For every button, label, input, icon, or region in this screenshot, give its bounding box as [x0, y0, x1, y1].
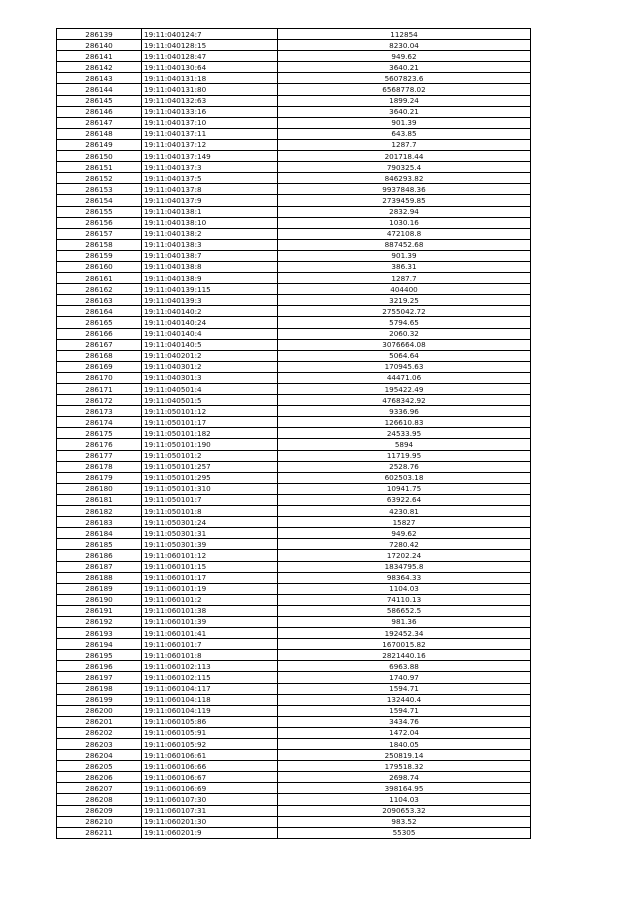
value-cell: 3434.76 — [278, 716, 531, 727]
table-row — [57, 572, 531, 583]
value-cell: 1104.03 — [278, 794, 531, 805]
value-cell: 2832.94 — [278, 206, 531, 217]
id-cell: 286174 — [57, 417, 142, 428]
id-cell: 286185 — [57, 539, 142, 550]
value-cell: 3219.25 — [278, 295, 531, 306]
table-row — [57, 361, 531, 372]
value-cell: 112854 — [278, 29, 531, 40]
table-row — [57, 162, 531, 173]
code-cell: 19:11:060101:15 — [142, 561, 278, 572]
value-cell: 10941.75 — [278, 483, 531, 494]
value-cell: 98364.33 — [278, 572, 531, 583]
code-cell: 19:11:040137:149 — [142, 151, 278, 162]
id-cell: 286160 — [57, 261, 142, 272]
id-cell: 286165 — [57, 317, 142, 328]
table-row — [57, 250, 531, 261]
value-cell: 2821440.16 — [278, 650, 531, 661]
table-body — [57, 29, 531, 839]
value-cell: 887452.68 — [278, 239, 531, 250]
value-cell: 4230.81 — [278, 506, 531, 517]
code-cell: 19:11:040137:3 — [142, 162, 278, 173]
value-cell: 1834795.8 — [278, 561, 531, 572]
code-cell: 19:11:040133:16 — [142, 106, 278, 117]
value-cell: 6963.88 — [278, 661, 531, 672]
value-cell: 1594.71 — [278, 683, 531, 694]
value-cell: 15827 — [278, 517, 531, 528]
table-row — [57, 628, 531, 639]
value-cell: 2060.32 — [278, 328, 531, 339]
value-cell: 1030.16 — [278, 217, 531, 228]
table-row — [57, 372, 531, 383]
id-cell: 286201 — [57, 716, 142, 727]
value-cell: 5064.64 — [278, 350, 531, 361]
id-cell: 286154 — [57, 195, 142, 206]
table-row — [57, 106, 531, 117]
table-row — [57, 561, 531, 572]
id-cell: 286158 — [57, 239, 142, 250]
value-cell: 192452.34 — [278, 628, 531, 639]
table-row — [57, 328, 531, 339]
id-cell: 286200 — [57, 705, 142, 716]
table-row — [57, 783, 531, 794]
code-cell: 19:11:060106:67 — [142, 772, 278, 783]
code-cell: 19:11:040301:3 — [142, 372, 278, 383]
value-cell: 1670015.82 — [278, 639, 531, 650]
code-cell: 19:11:040138:1 — [142, 206, 278, 217]
value-cell: 2755042.72 — [278, 306, 531, 317]
id-cell: 286142 — [57, 62, 142, 73]
id-cell: 286168 — [57, 350, 142, 361]
id-cell: 286206 — [57, 772, 142, 783]
code-cell: 19:11:050101:310 — [142, 483, 278, 494]
value-cell: 981.36 — [278, 616, 531, 627]
id-cell: 286167 — [57, 339, 142, 350]
table-row — [57, 772, 531, 783]
code-cell: 19:11:040137:8 — [142, 184, 278, 195]
value-cell: 790325.4 — [278, 162, 531, 173]
table-row — [57, 84, 531, 95]
code-cell: 19:11:040140:4 — [142, 328, 278, 339]
value-cell: 5607823.6 — [278, 73, 531, 84]
id-cell: 286140 — [57, 40, 142, 51]
value-cell: 472108.8 — [278, 228, 531, 239]
table-row — [57, 62, 531, 73]
table-row — [57, 261, 531, 272]
value-cell: 11719.95 — [278, 450, 531, 461]
code-cell: 19:11:060101:8 — [142, 650, 278, 661]
id-cell: 286192 — [57, 616, 142, 627]
id-cell: 286188 — [57, 572, 142, 583]
id-cell: 286143 — [57, 73, 142, 84]
value-cell: 132440.4 — [278, 694, 531, 705]
id-cell: 286198 — [57, 683, 142, 694]
table-row — [57, 284, 531, 295]
code-cell: 19:11:040139:115 — [142, 284, 278, 295]
data-table — [56, 28, 531, 839]
table-row — [57, 616, 531, 627]
id-cell: 286155 — [57, 206, 142, 217]
table-row — [57, 428, 531, 439]
table-row — [57, 339, 531, 350]
id-cell: 286180 — [57, 483, 142, 494]
value-cell: 1104.03 — [278, 583, 531, 594]
table-row — [57, 151, 531, 162]
table-row — [57, 761, 531, 772]
code-cell: 19:11:040130:64 — [142, 62, 278, 73]
code-cell: 19:11:040137:5 — [142, 173, 278, 184]
code-cell: 19:11:040132:63 — [142, 95, 278, 106]
value-cell: 9336.96 — [278, 406, 531, 417]
table-row — [57, 317, 531, 328]
id-cell: 286195 — [57, 650, 142, 661]
code-cell: 19:11:040501:4 — [142, 384, 278, 395]
table-row — [57, 228, 531, 239]
id-cell: 286179 — [57, 472, 142, 483]
id-cell: 286190 — [57, 594, 142, 605]
table-row — [57, 683, 531, 694]
table-row — [57, 128, 531, 139]
id-cell: 286189 — [57, 583, 142, 594]
code-cell: 19:11:060105:86 — [142, 716, 278, 727]
table-row — [57, 816, 531, 827]
table-row — [57, 494, 531, 505]
id-cell: 286187 — [57, 561, 142, 572]
code-cell: 19:11:050101:2 — [142, 450, 278, 461]
table-row — [57, 439, 531, 450]
code-cell: 19:11:060104:119 — [142, 705, 278, 716]
table-row — [57, 184, 531, 195]
id-cell: 286151 — [57, 162, 142, 173]
code-cell: 19:11:040138:10 — [142, 217, 278, 228]
code-cell: 19:11:040140:5 — [142, 339, 278, 350]
value-cell: 2090653.32 — [278, 805, 531, 816]
code-cell: 19:11:050301:24 — [142, 517, 278, 528]
code-cell: 19:11:050301:39 — [142, 539, 278, 550]
code-cell: 19:11:050101:8 — [142, 506, 278, 517]
code-cell: 19:11:040138:8 — [142, 261, 278, 272]
value-cell: 126610.83 — [278, 417, 531, 428]
table-row — [57, 406, 531, 417]
table-row — [57, 73, 531, 84]
value-cell: 2528.76 — [278, 461, 531, 472]
id-cell: 286159 — [57, 250, 142, 261]
table-row — [57, 517, 531, 528]
value-cell: 1594.71 — [278, 705, 531, 716]
id-cell: 286152 — [57, 173, 142, 184]
value-cell: 1287.7 — [278, 273, 531, 284]
table-row — [57, 594, 531, 605]
value-cell: 250819.14 — [278, 750, 531, 761]
value-cell: 24533.95 — [278, 428, 531, 439]
document-page — [56, 28, 531, 839]
code-cell: 19:11:040137:10 — [142, 117, 278, 128]
value-cell: 398164.95 — [278, 783, 531, 794]
code-cell: 19:11:060105:92 — [142, 739, 278, 750]
id-cell: 286146 — [57, 106, 142, 117]
id-cell: 286183 — [57, 517, 142, 528]
code-cell: 19:11:050101:17 — [142, 417, 278, 428]
table-row — [57, 539, 531, 550]
table-row — [57, 605, 531, 616]
code-cell: 19:11:060101:2 — [142, 594, 278, 605]
value-cell: 8230.04 — [278, 40, 531, 51]
code-cell: 19:11:060201:9 — [142, 827, 278, 838]
id-cell: 286177 — [57, 450, 142, 461]
code-cell: 19:11:060201:30 — [142, 816, 278, 827]
code-cell: 19:11:040201:2 — [142, 350, 278, 361]
id-cell: 286163 — [57, 295, 142, 306]
code-cell: 19:11:060107:30 — [142, 794, 278, 805]
id-cell: 286164 — [57, 306, 142, 317]
code-cell: 19:11:040138:3 — [142, 239, 278, 250]
value-cell: 901.39 — [278, 250, 531, 261]
code-cell: 19:11:040131:18 — [142, 73, 278, 84]
value-cell: 2739459.85 — [278, 195, 531, 206]
id-cell: 286202 — [57, 727, 142, 738]
code-cell: 19:11:040137:11 — [142, 128, 278, 139]
value-cell: 195422.49 — [278, 384, 531, 395]
value-cell: 1840.05 — [278, 739, 531, 750]
id-cell: 286205 — [57, 761, 142, 772]
id-cell: 286161 — [57, 273, 142, 284]
code-cell: 19:11:060101:17 — [142, 572, 278, 583]
code-cell: 19:11:050101:182 — [142, 428, 278, 439]
value-cell: 63922.64 — [278, 494, 531, 505]
table-row — [57, 528, 531, 539]
code-cell: 19:11:060101:12 — [142, 550, 278, 561]
id-cell: 286182 — [57, 506, 142, 517]
value-cell: 586652.5 — [278, 605, 531, 616]
value-cell: 2698.74 — [278, 772, 531, 783]
table-row — [57, 672, 531, 683]
value-cell: 404400 — [278, 284, 531, 295]
table-row — [57, 273, 531, 284]
value-cell: 949.62 — [278, 51, 531, 62]
table-row — [57, 117, 531, 128]
table-row — [57, 750, 531, 761]
code-cell: 19:11:040128:47 — [142, 51, 278, 62]
id-cell: 286207 — [57, 783, 142, 794]
value-cell: 55305 — [278, 827, 531, 838]
value-cell: 3640.21 — [278, 106, 531, 117]
id-cell: 286186 — [57, 550, 142, 561]
id-cell: 286139 — [57, 29, 142, 40]
table-row — [57, 173, 531, 184]
id-cell: 286172 — [57, 395, 142, 406]
code-cell: 19:11:040124:7 — [142, 29, 278, 40]
code-cell: 19:11:050101:190 — [142, 439, 278, 450]
code-cell: 19:11:040501:5 — [142, 395, 278, 406]
table-row — [57, 805, 531, 816]
table-row — [57, 639, 531, 650]
value-cell: 170945.63 — [278, 361, 531, 372]
code-cell: 19:11:050301:31 — [142, 528, 278, 539]
id-cell: 286193 — [57, 628, 142, 639]
code-cell: 19:11:060104:117 — [142, 683, 278, 694]
table-row — [57, 794, 531, 805]
id-cell: 286166 — [57, 328, 142, 339]
table-row — [57, 239, 531, 250]
id-cell: 286144 — [57, 84, 142, 95]
table-row — [57, 550, 531, 561]
code-cell: 19:11:060102:115 — [142, 672, 278, 683]
id-cell: 286157 — [57, 228, 142, 239]
id-cell: 286162 — [57, 284, 142, 295]
code-cell: 19:11:040140:2 — [142, 306, 278, 317]
id-cell: 286184 — [57, 528, 142, 539]
table-row — [57, 306, 531, 317]
code-cell: 19:11:040138:2 — [142, 228, 278, 239]
table-row — [57, 716, 531, 727]
table-row — [57, 472, 531, 483]
code-cell: 19:11:040138:9 — [142, 273, 278, 284]
table-row — [57, 395, 531, 406]
id-cell: 286191 — [57, 605, 142, 616]
table-row — [57, 417, 531, 428]
id-cell: 286145 — [57, 95, 142, 106]
code-cell: 19:11:060101:7 — [142, 639, 278, 650]
table-row — [57, 40, 531, 51]
value-cell: 386.31 — [278, 261, 531, 272]
code-cell: 19:11:050101:295 — [142, 472, 278, 483]
id-cell: 286147 — [57, 117, 142, 128]
id-cell: 286175 — [57, 428, 142, 439]
id-cell: 286153 — [57, 184, 142, 195]
code-cell: 19:11:040139:3 — [142, 295, 278, 306]
code-cell: 19:11:060102:113 — [142, 661, 278, 672]
code-cell: 19:11:060105:91 — [142, 727, 278, 738]
value-cell: 44471.06 — [278, 372, 531, 383]
table-row — [57, 139, 531, 150]
value-cell: 643.85 — [278, 128, 531, 139]
code-cell: 19:11:060101:19 — [142, 583, 278, 594]
code-cell: 19:11:060107:31 — [142, 805, 278, 816]
id-cell: 286196 — [57, 661, 142, 672]
id-cell: 286197 — [57, 672, 142, 683]
table-row — [57, 483, 531, 494]
table-row — [57, 295, 531, 306]
table-row — [57, 350, 531, 361]
table-row — [57, 195, 531, 206]
value-cell: 983.52 — [278, 816, 531, 827]
id-cell: 286199 — [57, 694, 142, 705]
id-cell: 286170 — [57, 372, 142, 383]
value-cell: 179518.32 — [278, 761, 531, 772]
code-cell: 19:11:040131:80 — [142, 84, 278, 95]
code-cell: 19:11:060106:66 — [142, 761, 278, 772]
value-cell: 846293.82 — [278, 173, 531, 184]
value-cell: 4768342.92 — [278, 395, 531, 406]
value-cell: 1287.7 — [278, 139, 531, 150]
table-row — [57, 51, 531, 62]
code-cell: 19:11:060104:118 — [142, 694, 278, 705]
value-cell: 602503.18 — [278, 472, 531, 483]
value-cell: 17202.24 — [278, 550, 531, 561]
table-row — [57, 95, 531, 106]
id-cell: 286148 — [57, 128, 142, 139]
id-cell: 286178 — [57, 461, 142, 472]
code-cell: 19:11:060101:38 — [142, 605, 278, 616]
value-cell: 6568778.02 — [278, 84, 531, 95]
id-cell: 286181 — [57, 494, 142, 505]
code-cell: 19:11:050101:12 — [142, 406, 278, 417]
code-cell: 19:11:060106:61 — [142, 750, 278, 761]
id-cell: 286156 — [57, 217, 142, 228]
table-row — [57, 450, 531, 461]
id-cell: 286204 — [57, 750, 142, 761]
table-row — [57, 206, 531, 217]
table-row — [57, 583, 531, 594]
id-cell: 286209 — [57, 805, 142, 816]
id-cell: 286176 — [57, 439, 142, 450]
id-cell: 286171 — [57, 384, 142, 395]
table-row — [57, 384, 531, 395]
code-cell: 19:11:060101:41 — [142, 628, 278, 639]
id-cell: 286208 — [57, 794, 142, 805]
code-cell: 19:11:040301:2 — [142, 361, 278, 372]
table-row — [57, 827, 531, 838]
value-cell: 3076664.08 — [278, 339, 531, 350]
value-cell: 5894 — [278, 439, 531, 450]
table-row — [57, 29, 531, 40]
id-cell: 286194 — [57, 639, 142, 650]
id-cell: 286203 — [57, 739, 142, 750]
id-cell: 286150 — [57, 151, 142, 162]
value-cell: 5794.65 — [278, 317, 531, 328]
table-row — [57, 694, 531, 705]
id-cell: 286173 — [57, 406, 142, 417]
code-cell: 19:11:040137:9 — [142, 195, 278, 206]
table-row — [57, 739, 531, 750]
value-cell: 949.62 — [278, 528, 531, 539]
value-cell: 1899.24 — [278, 95, 531, 106]
id-cell: 286141 — [57, 51, 142, 62]
table-row — [57, 650, 531, 661]
code-cell: 19:11:050101:257 — [142, 461, 278, 472]
id-cell: 286211 — [57, 827, 142, 838]
value-cell: 901.39 — [278, 117, 531, 128]
table-row — [57, 461, 531, 472]
value-cell: 7280.42 — [278, 539, 531, 550]
value-cell: 74110.13 — [278, 594, 531, 605]
code-cell: 19:11:040137:12 — [142, 139, 278, 150]
table-row — [57, 506, 531, 517]
id-cell: 286149 — [57, 139, 142, 150]
value-cell: 1472.04 — [278, 727, 531, 738]
code-cell: 19:11:050101:7 — [142, 494, 278, 505]
code-cell: 19:11:060106:69 — [142, 783, 278, 794]
value-cell: 9937848.36 — [278, 184, 531, 195]
id-cell: 286210 — [57, 816, 142, 827]
code-cell: 19:11:040140:24 — [142, 317, 278, 328]
id-cell: 286169 — [57, 361, 142, 372]
table-row — [57, 217, 531, 228]
value-cell: 1740.97 — [278, 672, 531, 683]
value-cell: 201718.44 — [278, 151, 531, 162]
code-cell: 19:11:040138:7 — [142, 250, 278, 261]
code-cell: 19:11:060101:39 — [142, 616, 278, 627]
code-cell: 19:11:040128:15 — [142, 40, 278, 51]
value-cell: 3640.21 — [278, 62, 531, 73]
table-row — [57, 727, 531, 738]
table-row — [57, 705, 531, 716]
table-row — [57, 661, 531, 672]
